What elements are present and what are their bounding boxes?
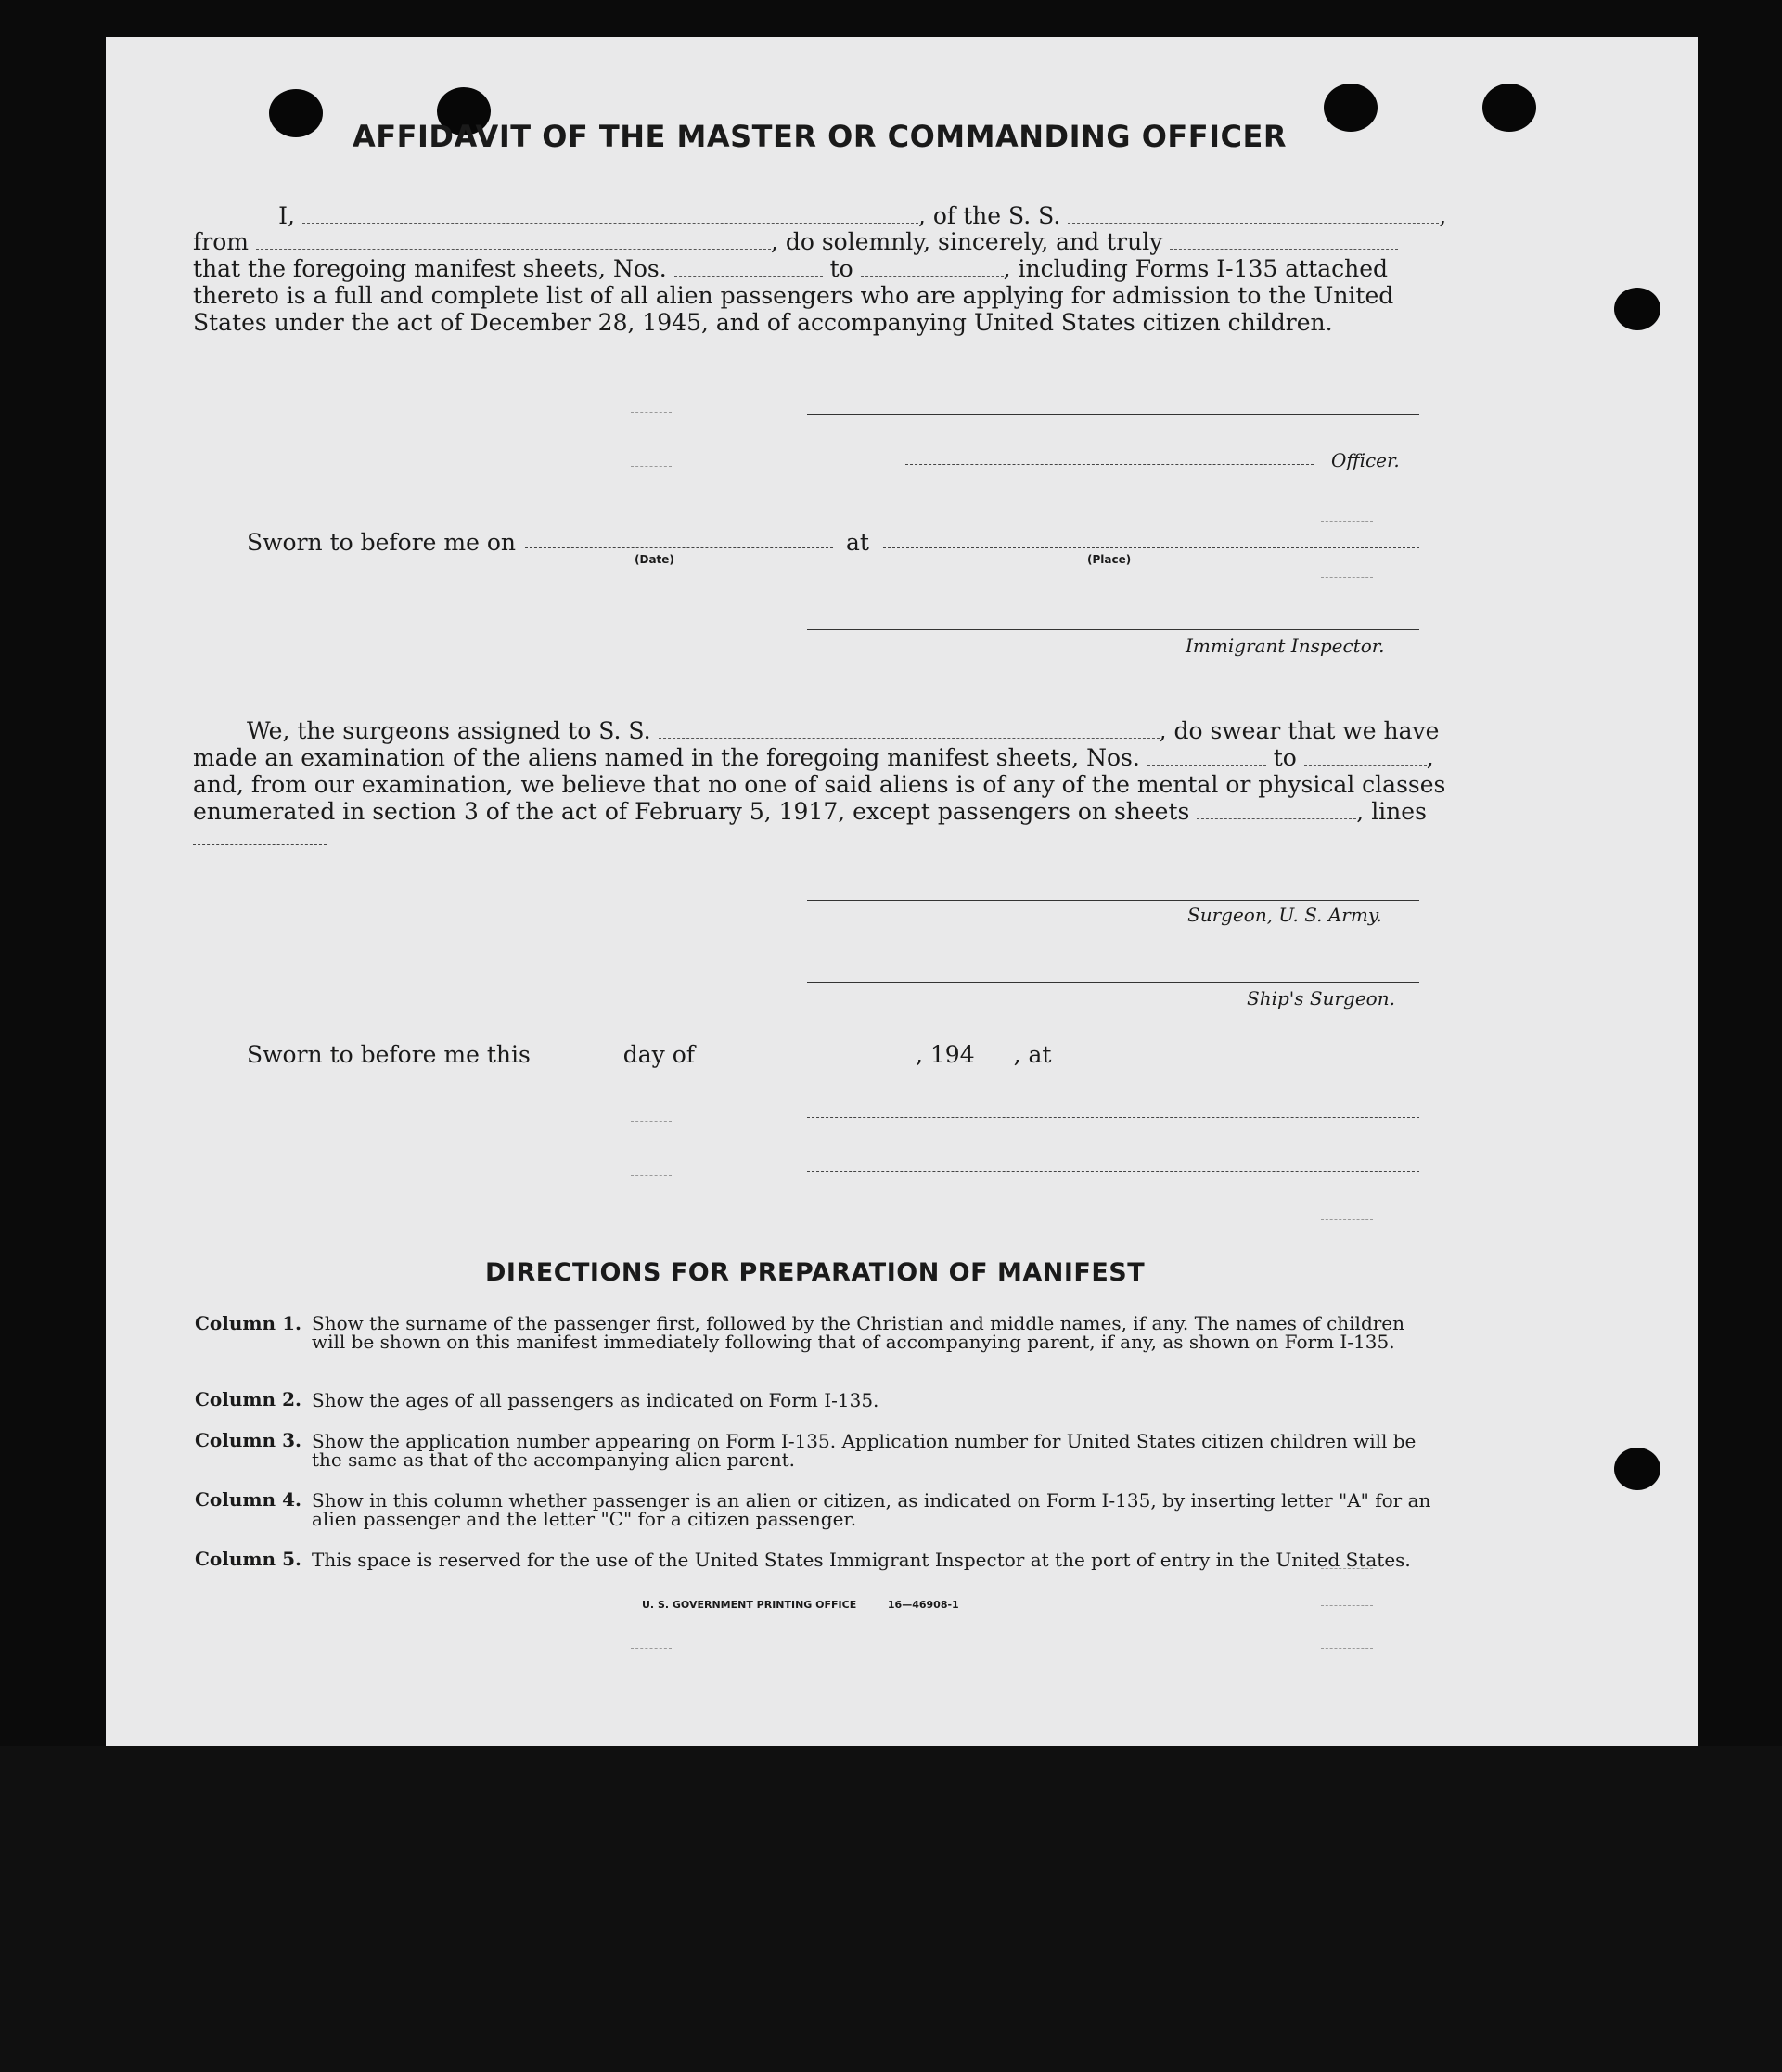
month-field[interactable]	[702, 1061, 916, 1062]
oath-field[interactable]	[1170, 248, 1398, 250]
column-3-label: Column 3.	[195, 1429, 301, 1451]
bleed-through-mark	[631, 466, 672, 467]
form-page	[106, 37, 1698, 1746]
column-4-text: Show in this column whether passenger is an alien or citizen, as indicated on Form I-135, by inserting letter "A" for an alien passenger and the letter "C" for a citizen passenger.	[312, 1489, 1431, 1530]
date-caption: (Date)	[635, 553, 674, 566]
column-2-label: Column 2.	[195, 1388, 301, 1410]
sworn-at-field[interactable]	[1058, 1061, 1418, 1062]
ship-surgeon-label: Ship's Surgeon.	[1247, 987, 1395, 1010]
printer-imprint: U. S. GOVERNMENT PRINTING OFFICE 16—46908-1	[642, 1599, 959, 1611]
affidavit-line-3: that the foregoing manifest sheets, Nos. to , including Forms I-135 attached	[193, 255, 1389, 282]
bleed-through-mark	[631, 412, 672, 413]
column-1-text: Show the surname of the passenger first, followed by the Christian and middle names, if any. The names of children will be shown on this manifest immediately following that of accompanying parent, if any, as shown on Form I-135.	[312, 1312, 1405, 1353]
army-surgeon-signature-line[interactable]	[807, 900, 1419, 901]
ship-field[interactable]	[1068, 222, 1439, 224]
nos-to-field[interactable]	[861, 275, 1004, 277]
place-caption: (Place)	[1087, 553, 1132, 566]
surgeon-nos-from-field[interactable]	[1147, 764, 1266, 766]
bleed-through-mark	[631, 1121, 672, 1122]
column-1-label: Column 1.	[195, 1312, 301, 1334]
lines-field[interactable]	[193, 844, 327, 845]
bleed-through-mark	[631, 1175, 672, 1176]
bleed-through-mark	[631, 1648, 672, 1649]
inspector-signature-line[interactable]	[807, 629, 1419, 630]
bleed-through-mark	[1321, 577, 1373, 578]
year-field[interactable]	[975, 1061, 1014, 1062]
bleed-through-mark	[1321, 1605, 1373, 1606]
affidavit-line-2: from , do solemnly, sincerely, and truly	[193, 228, 1398, 255]
bleed-through-mark	[1321, 1568, 1373, 1569]
surgeons-line-1: We, the surgeons assigned to S. S. , do swear that we have	[247, 717, 1440, 744]
name-field[interactable]	[302, 222, 918, 224]
form-code: 16—46908-1	[887, 1599, 959, 1611]
nos-from-field[interactable]	[674, 275, 823, 277]
ship-surgeon-signature-line[interactable]	[807, 982, 1419, 983]
punch-hole	[1482, 84, 1536, 132]
officer-signature-line[interactable]	[807, 414, 1419, 415]
bleed-through-mark	[1321, 1648, 1373, 1649]
affidavit-line-4: thereto is a full and complete list of all alien passengers who are applying for admission to the United	[193, 282, 1394, 309]
army-surgeon-label: Surgeon, U. S. Army.	[1187, 904, 1382, 926]
affidavit-line-1: I, , of the S. S. ,	[239, 202, 1529, 229]
officer-label: Officer.	[1331, 449, 1400, 471]
punch-hole	[1614, 1448, 1660, 1490]
from-field[interactable]	[256, 248, 771, 250]
affidavit-line-5: States under the act of December 28, 1945, and of accompanying United States citizen children.	[193, 309, 1333, 336]
label-i: I,	[278, 202, 295, 229]
surgeons-line-2: made an examination of the aliens named in the foregoing manifest sheets, Nos. to ,	[193, 744, 1434, 771]
bleed-through-mark	[1321, 1219, 1373, 1220]
at-label: at	[846, 529, 869, 556]
punch-hole	[269, 89, 323, 137]
surgeons-line-3: and, from our examination, we believe that no one of said aliens is of any of the mental or physical classes	[193, 771, 1446, 798]
punch-hole	[1324, 84, 1378, 132]
column-5-label: Column 5.	[195, 1548, 301, 1570]
bleed-through-mark	[1321, 521, 1373, 522]
surgeon-ship-field[interactable]	[659, 737, 1160, 739]
sworn-place-field[interactable]	[883, 547, 1419, 548]
surgeons-line-4: enumerated in section 3 of the act of February 5, 1917, except passengers on sheets , lines	[193, 798, 1427, 825]
except-sheets-field[interactable]	[1197, 817, 1356, 819]
scanner-edge	[0, 1746, 1782, 2072]
column-2-text: Show the ages of all passengers as indicated on Form I-135.	[312, 1389, 879, 1411]
column-3-text: Show the application number appearing on Form I-135. Application number for United States citizen children will be the same as that of the accompanying alien parent.	[312, 1430, 1417, 1471]
inspector-label: Immigrant Inspector.	[1186, 635, 1385, 657]
witness-line-1[interactable]	[807, 1117, 1419, 1118]
day-field[interactable]	[538, 1061, 616, 1062]
witness-line-2[interactable]	[807, 1171, 1419, 1172]
sworn-this-line: Sworn to before me this day of , 194 , at	[247, 1041, 1418, 1068]
sworn-on-label: Sworn to before me on	[247, 529, 517, 556]
column-5-text: This space is reserved for the use of the United States Immigrant Inspector at the port of entry in the United States.	[312, 1549, 1411, 1571]
directions-title: DIRECTIONS FOR PREPARATION OF MANIFEST	[485, 1258, 1146, 1287]
column-4-label: Column 4.	[195, 1488, 301, 1511]
sworn-date-field[interactable]	[525, 547, 833, 548]
officer-name-line[interactable]	[905, 464, 1314, 465]
of-the-ss: , of the S. S.	[917, 202, 1061, 229]
punch-hole	[1614, 288, 1660, 330]
surgeon-nos-to-field[interactable]	[1304, 764, 1427, 766]
affidavit-title: AFFIDAVIT OF THE MASTER OR COMMANDING OFFICER	[353, 119, 1287, 154]
